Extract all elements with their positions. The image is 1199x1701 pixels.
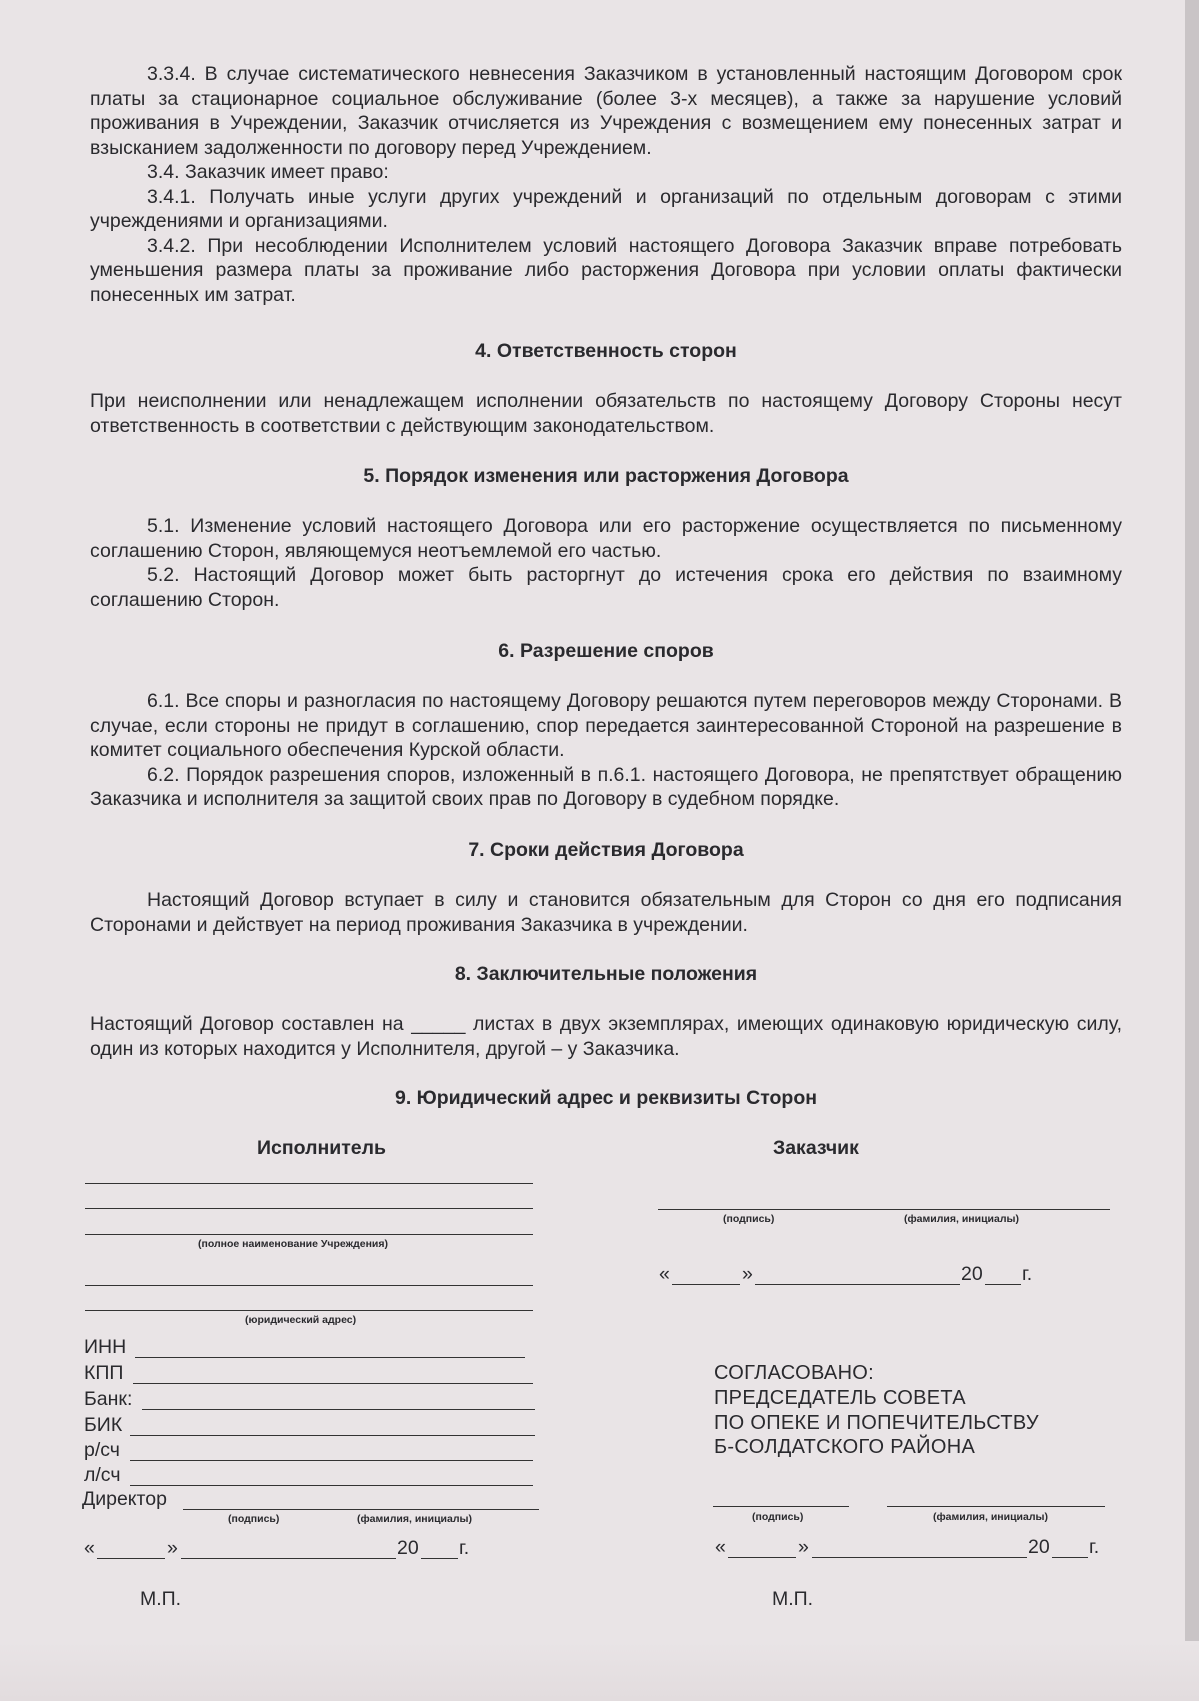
paper-edge <box>1185 0 1199 1701</box>
executor-address-caption: (юридический адрес) <box>245 1314 357 1326</box>
customer-year-field[interactable] <box>985 1284 1021 1285</box>
section-5-body <box>90 514 1122 612</box>
executor-inn-label: ИНН <box>84 1336 127 1358</box>
executor-kpp-field[interactable] <box>133 1383 533 1384</box>
approval-name-initials-caption: (фамилия, инициалы) <box>933 1511 1048 1523</box>
clause-3-4: 3.4. Заказчик имеет право: <box>147 161 389 183</box>
executor-address-line-1[interactable] <box>85 1285 533 1286</box>
approval-block <box>714 1386 1039 1460</box>
section-6-heading: 6. Разрешение споров <box>498 640 714 662</box>
executor-bik-label: БИК <box>84 1414 123 1436</box>
section-8-text: Настоящий Договор составлен на _____ листах в двух экземплярах, имеющих одинаковую юридическую силу, один из которых находится у Исполнителя, другой – у Заказчика. <box>90 1013 1122 1060</box>
approval-line-3: ПО ОПЕКЕ И ПОПЕЧИТЕЛЬСТВУ <box>714 1411 1039 1434</box>
executor-name-caption: (полное наименование Учреждения) <box>198 1238 388 1250</box>
executor-date-close: » <box>167 1537 178 1559</box>
approval-seal-label: М.П. <box>772 1588 814 1610</box>
section-5-heading: 5. Порядок изменения или расторжения Договора <box>363 465 849 487</box>
executor-date-month-field[interactable] <box>181 1558 396 1559</box>
section-8-body <box>90 1012 1122 1061</box>
approval-year-field[interactable] <box>1052 1557 1088 1558</box>
approval-line-4: Б-СОЛДАТСКОГО РАЙОНА <box>714 1436 976 1458</box>
executor-name-initials-caption: (фамилия, инициалы) <box>357 1513 472 1525</box>
executor-bank-label: Банк: <box>84 1388 133 1410</box>
section-4-text: При неисполнении или ненадлежащем исполнении обязательств по настоящему Договору Стороны несут ответственность в соответствии с действующим законодательством. <box>90 390 1122 437</box>
executor-inn-field[interactable] <box>135 1357 525 1358</box>
clause-5-2: 5.2. Настоящий Договор может быть расторгнут до истечения срока его действия по взаимному соглашению Сторон. <box>90 564 1122 611</box>
customer-name-initials-caption: (фамилия, инициалы) <box>904 1213 1019 1225</box>
executor-title: Исполнитель <box>257 1137 386 1159</box>
executor-year-prefix: 20 <box>397 1537 419 1559</box>
executor-bank-field[interactable] <box>142 1409 535 1410</box>
customer-sign-caption: (подпись) <box>723 1213 775 1225</box>
clause-3-4-2: 3.4.2. При несоблюдении Исполнителем условий настоящего Договора Заказчик вправе потребовать уменьшения размера платы за проживание либо расторжения Договора при условии оплаты фактически понесенных им затрат. <box>90 234 1122 306</box>
clause-6-2: 6.2. Порядок разрешения споров, изложенный в п.6.1. настоящего Договора, не препятствует обращению Заказчика и исполнителя за защитой своих прав по Договору в судебном порядке. <box>90 763 1122 810</box>
executor-date-day-field[interactable] <box>97 1558 165 1559</box>
executor-sign-caption: (подпись) <box>228 1513 280 1525</box>
customer-sign-line[interactable] <box>658 1209 1110 1210</box>
executor-date-open: « <box>84 1537 95 1559</box>
executor-director-field[interactable] <box>183 1509 539 1510</box>
customer-date-month-field[interactable] <box>755 1284 960 1285</box>
approval-date-month-field[interactable] <box>812 1557 1027 1558</box>
customer-date-open: « <box>659 1263 670 1285</box>
clauses-block <box>90 62 1122 307</box>
customer-title: Заказчик <box>773 1137 859 1159</box>
approval-sign-line[interactable] <box>713 1506 849 1507</box>
approval-line-1: СОГЛАСОВАНО: <box>714 1362 875 1384</box>
approval-year-prefix: 20 <box>1028 1536 1050 1558</box>
executor-rs-field[interactable] <box>130 1460 533 1461</box>
executor-ls-label: л/сч <box>84 1464 121 1486</box>
section-6-body <box>90 689 1122 812</box>
executor-director-label: Директор <box>82 1488 167 1510</box>
executor-seal-label: М.П. <box>140 1588 182 1610</box>
section-8-heading: 8. Заключительные положения <box>454 963 758 985</box>
section-4-body <box>90 389 1122 438</box>
executor-address-line-2[interactable] <box>85 1310 533 1311</box>
approval-name-line[interactable] <box>887 1506 1105 1507</box>
paper-shadow <box>0 1641 1199 1701</box>
executor-rs-label: р/сч <box>84 1439 120 1461</box>
executor-kpp-label: КПП <box>84 1362 124 1384</box>
section-7-body <box>90 888 1122 937</box>
approval-year-suffix: г. <box>1089 1536 1100 1558</box>
customer-date-close: » <box>742 1263 753 1285</box>
approval-sign-caption: (подпись) <box>752 1511 804 1523</box>
executor-year-suffix: г. <box>459 1537 470 1559</box>
approval-date-close: » <box>798 1536 809 1558</box>
executor-name-line-2[interactable] <box>85 1208 533 1209</box>
executor-name-line-1[interactable] <box>85 1183 533 1184</box>
clause-6-1: 6.1. Все споры и разногласия по настоящему Договору решаются путем переговоров между Сторонами. В случае, если стороны не придут в соглашению, спор передается заинтересованной Стороной на разрешение в комитет социального обеспечения Курской области. <box>90 690 1122 761</box>
approval-date-day-field[interactable] <box>728 1557 796 1558</box>
executor-name-line-3[interactable] <box>85 1234 533 1235</box>
customer-year-prefix: 20 <box>961 1263 983 1285</box>
section-9-heading: 9. Юридический адрес и реквизиты Сторон <box>394 1087 818 1109</box>
executor-bik-field[interactable] <box>130 1435 535 1436</box>
section-4-heading: 4. Ответственность сторон <box>475 340 737 362</box>
clause-3-3-4: 3.3.4. В случае систематического невнесения Заказчиком в установленный настоящим Договором срок платы за стационарное социальное обслуживание (более 3-х месяцев), а также за нарушение условий проживания в Учреждении, Заказчик отчисляется из Учреждения с возмещением ему понесенных затрат и взысканием задолженности по договору перед Учреждением. <box>90 63 1122 159</box>
approval-line-2: ПРЕДСЕДАТЕЛЬ СОВЕТА <box>714 1387 966 1409</box>
section-7-heading: 7. Сроки действия Договора <box>468 839 744 861</box>
customer-date-day-field[interactable] <box>672 1284 740 1285</box>
clause-3-4-1: 3.4.1. Получать иные услуги других учреждений и организаций по отдельным договорам с этими учреждениями и организациями. <box>90 185 1122 232</box>
executor-ls-field[interactable] <box>130 1485 533 1486</box>
approval-date-open: « <box>715 1536 726 1558</box>
clause-5-1: 5.1. Изменение условий настоящего Договора или его расторжение осуществляется по письменному соглашению Сторон, являющемуся неотъемлемой его частью. <box>90 515 1122 562</box>
executor-year-field[interactable] <box>421 1558 458 1559</box>
section-7-text: Настоящий Договор вступает в силу и становится обязательным для Сторон со дня его подписания Сторонами и действует на период проживания Заказчика в учреждении. <box>90 889 1122 936</box>
customer-year-suffix: г. <box>1022 1263 1033 1285</box>
